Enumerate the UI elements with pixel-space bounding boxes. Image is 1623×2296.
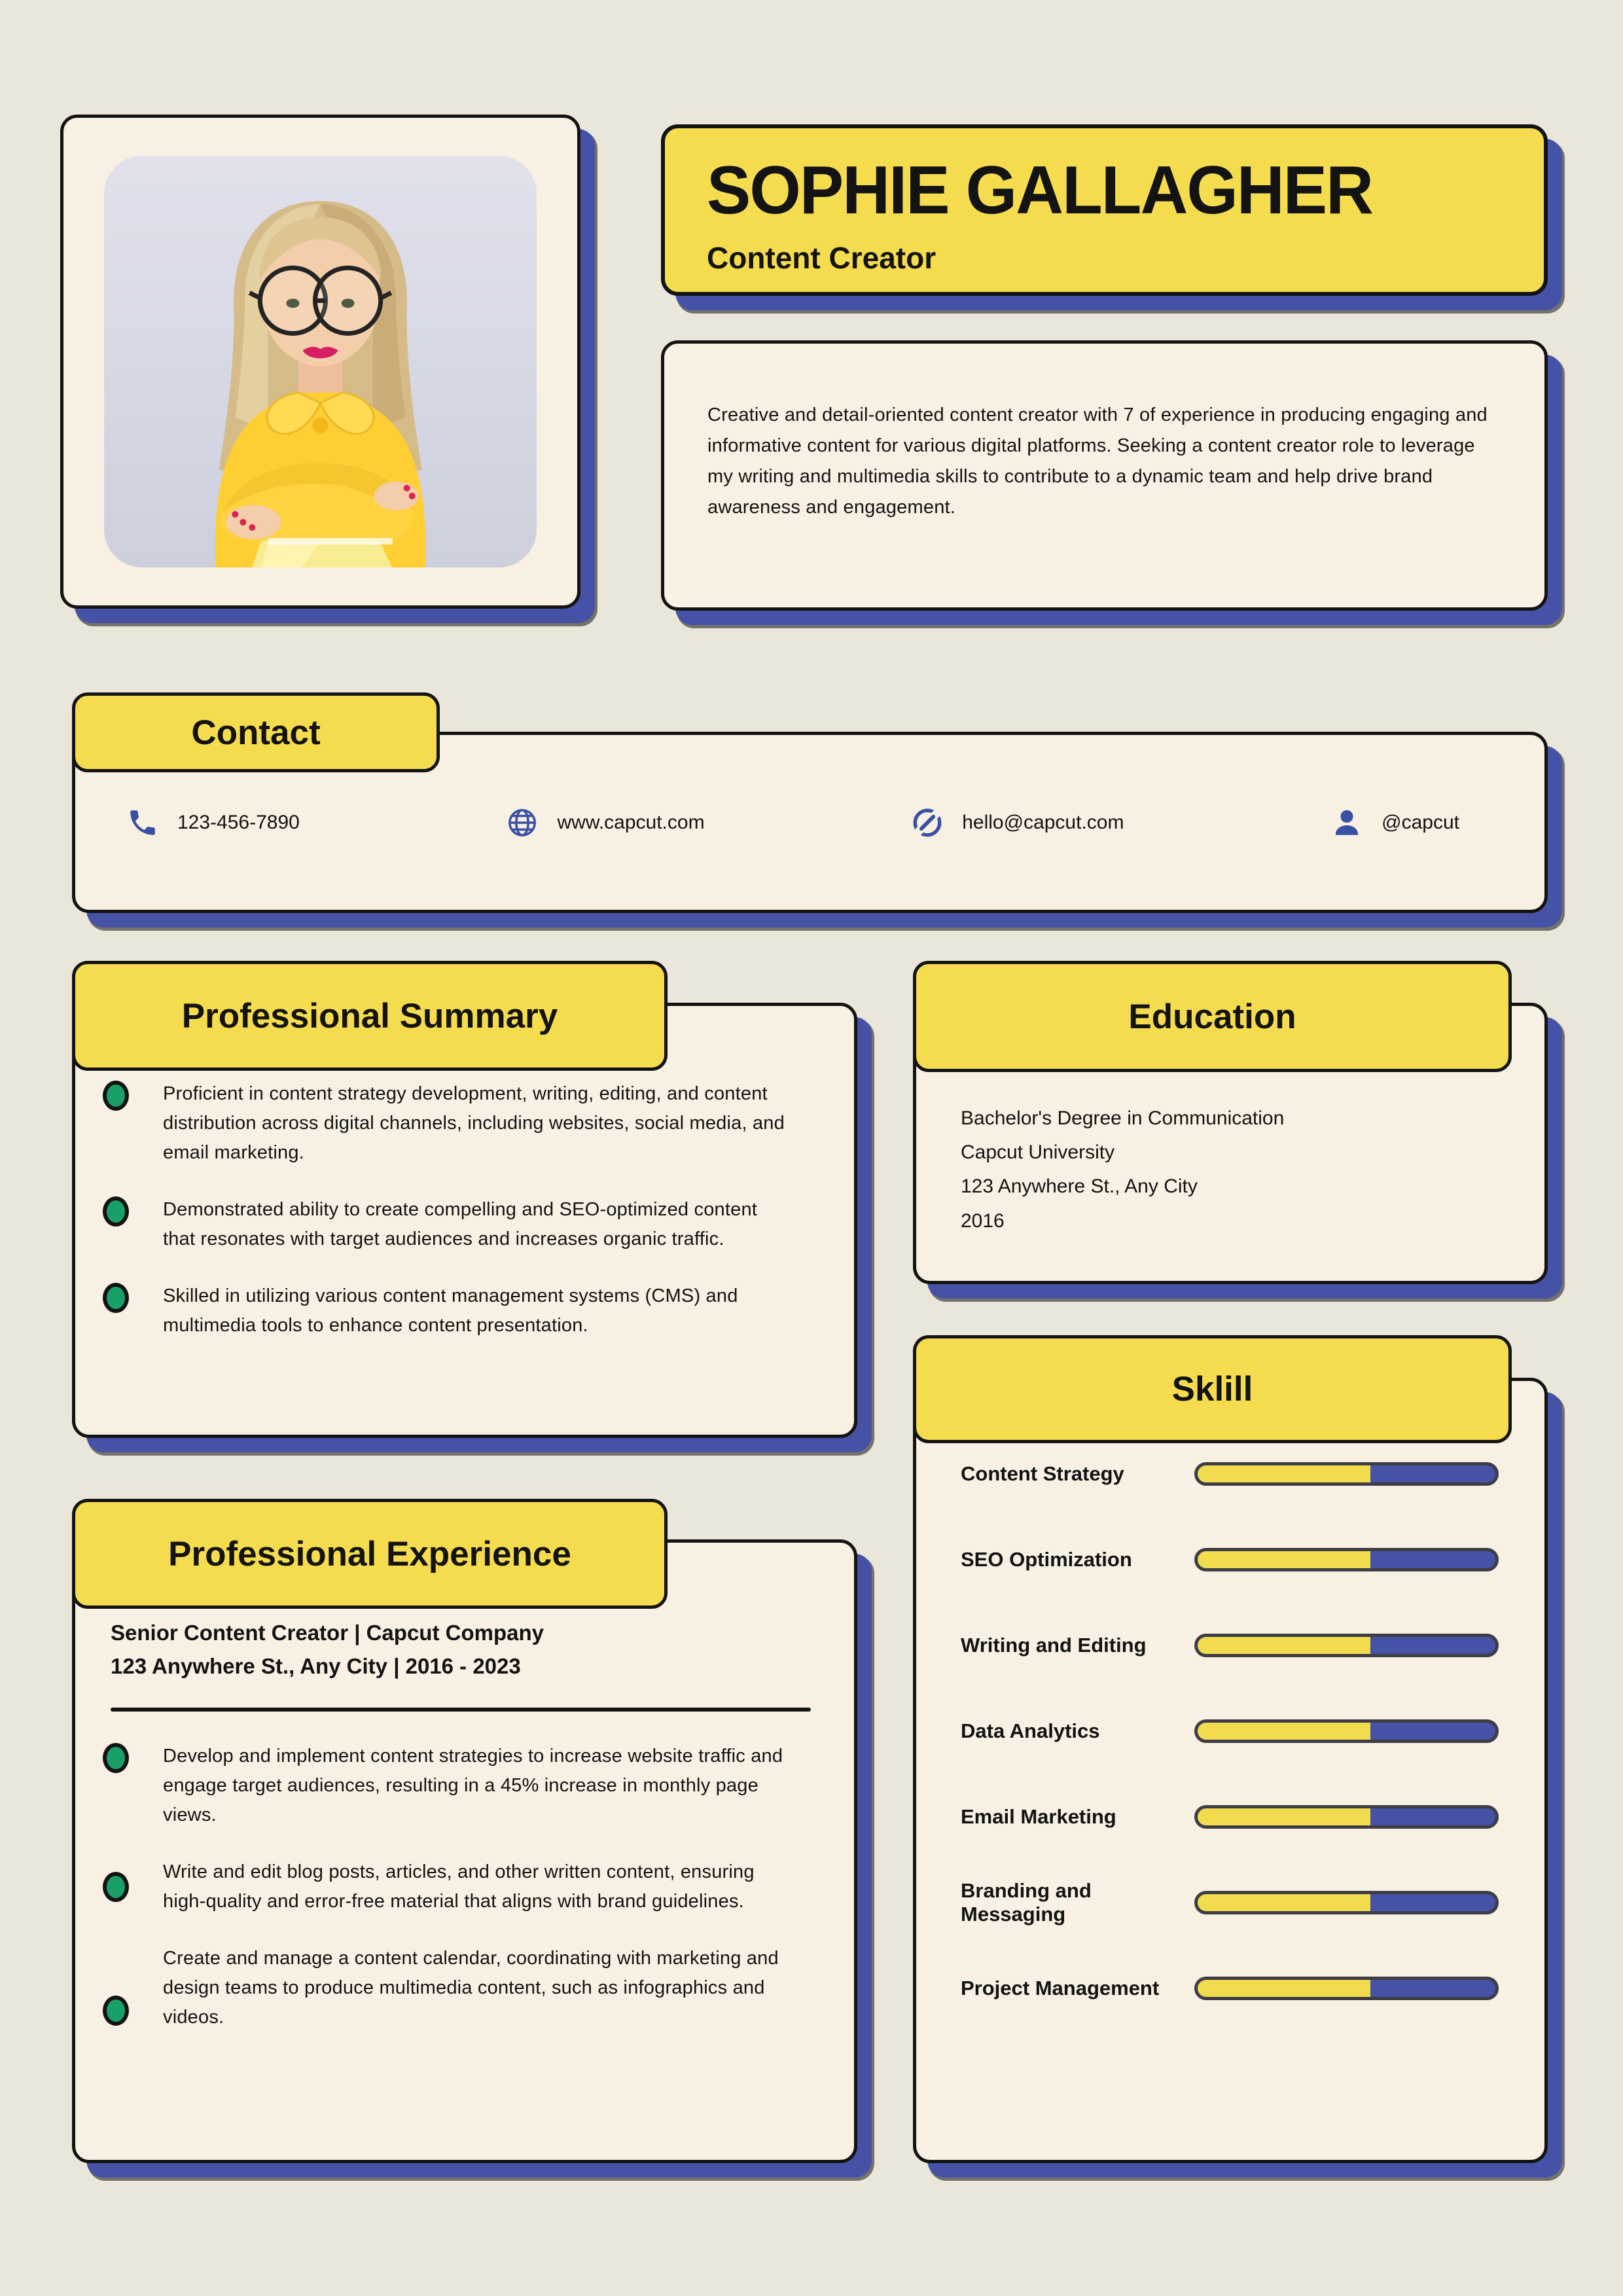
experience-bullet-text: Write and edit blog posts, articles, and other written content, ensuring high-quality and error-free material that aligns with brand guidelines. [163,1861,755,1912]
name-box [661,124,1548,296]
person-job-title: Content Creator [707,240,936,275]
contact-item-website [506,806,704,839]
phone-icon [126,806,159,839]
skills-heading-label: Sklill [1171,1370,1253,1408]
education-school: Capcut University [961,1141,1115,1164]
skill-row [916,1945,1544,2031]
bullet-dot-icon [103,1081,129,1111]
skill-bar [1194,1462,1499,1486]
education-address: 123 Anywhere St., Any City [961,1175,1198,1198]
bullet-dot-icon [103,1196,129,1227]
about-card [661,340,1548,611]
skill-bar [1194,1891,1499,1914]
skill-row [916,1774,1544,1859]
experience-bullet [103,1944,816,2032]
skill-label: Writing and Editing [961,1633,1147,1657]
skill-bar-fill [1198,1894,1370,1911]
education-heading-label: Education [1128,997,1296,1036]
about-text: Creative and detail-oriented content creator with 7 of experience in producing engaging and informative content for various digital platforms. Seeking a content creator role to leverage my writing and multimedia skills to contribute to a dynamic team and help drive brand awareness and engagement. [707,404,1488,518]
summary-heading-label: Professional Summary [181,996,558,1035]
job-role-line: Senior Content Creator | Capcut Company [111,1621,544,1645]
skill-bar-fill [1198,1551,1370,1568]
skill-bar-fill [1198,1637,1370,1654]
contact-section-heading [72,692,440,772]
phone-value: 123-456-7890 [177,811,300,833]
professional-summary-heading [72,961,668,1071]
skill-bar [1194,1977,1499,2000]
skill-label: Content Strategy [961,1462,1124,1485]
skill-row [916,1602,1544,1688]
summary-bullet [103,1079,813,1168]
summary-bullet-text: Proficient in content strategy development, writing, editing, and content distribution across digital channels, including websites, social media, and email marketing. [163,1083,785,1163]
website-value: www.capcut.com [557,811,705,833]
bullet-dot-icon [103,1996,129,2026]
job-location-line: 123 Anywhere St., Any City | 2016 - 2023 [111,1654,521,1679]
bullet-dot-icon [103,1283,129,1313]
education-degree: Bachelor's Degree in Communication [961,1107,1285,1129]
experience-bullet [103,1857,816,1916]
skill-label: Project Management [961,1976,1160,2000]
summary-bullet-text: Demonstrated ability to create compelling and SEO-optimized content that resonates with target audiences and increases organic traffic. [163,1198,758,1249]
portrait-illustration [104,156,537,567]
divider [111,1708,811,1712]
education-heading [913,961,1512,1072]
skill-bar [1194,1719,1499,1743]
summary-bullet-text: Skilled in utilizing various content management systems (CMS) and multimedia tools to enhance content presentation. [163,1285,738,1336]
bullet-dot-icon [103,1872,129,1902]
summary-bullet [103,1282,813,1340]
globe-icon [506,806,539,839]
skills-card [913,1378,1548,2163]
skill-bar-fill [1198,1723,1370,1740]
skill-bar [1194,1634,1499,1657]
experience-bullet-text: Create and manage a content calendar, coordinating with marketing and design teams to produce multimedia content, such as infographics and videos. [163,1947,779,2028]
skill-label: Email Marketing [961,1804,1116,1828]
experience-bullet-text: Develop and implement content strategies to increase website traffic and engage target audiences, resulting in a 45% increase in monthly page views. [163,1746,783,1826]
skill-label: Data Analytics [961,1719,1100,1742]
skill-row [916,1859,1544,1945]
contact-item-social [1330,806,1459,839]
skill-bar [1194,1805,1499,1829]
summary-bullet [103,1195,813,1254]
social-handle-value: @capcut [1382,811,1459,833]
person-name: SOPHIE GALLAGHER [707,152,1373,228]
professional-experience-card [72,1539,857,2163]
professional-experience-heading [72,1499,668,1609]
contact-item-phone [126,806,300,839]
profile-photo [104,156,537,567]
skill-bar-fill [1198,1980,1370,1997]
skill-label: Branding and Messaging [961,1878,1092,1926]
bullet-dot-icon [103,1743,129,1773]
skill-label: SEO Optimization [961,1547,1132,1571]
skill-bar [1194,1548,1499,1571]
photo-card [60,115,580,609]
experience-bullet [103,1742,816,1830]
skill-row [916,1431,1544,1516]
experience-heading-label: Professional Experience [168,1534,571,1573]
skills-heading [913,1335,1512,1443]
skill-bar-fill [1198,1465,1370,1482]
email-value: hello@capcut.com [962,811,1124,833]
link-icon [911,806,944,839]
education-year: 2016 [961,1210,1005,1232]
skill-row [916,1516,1544,1602]
skill-bar-fill [1198,1808,1370,1825]
user-icon [1330,806,1363,839]
skill-row [916,1688,1544,1774]
contact-heading-label: Contact [191,713,321,752]
contact-item-email [911,806,1124,839]
